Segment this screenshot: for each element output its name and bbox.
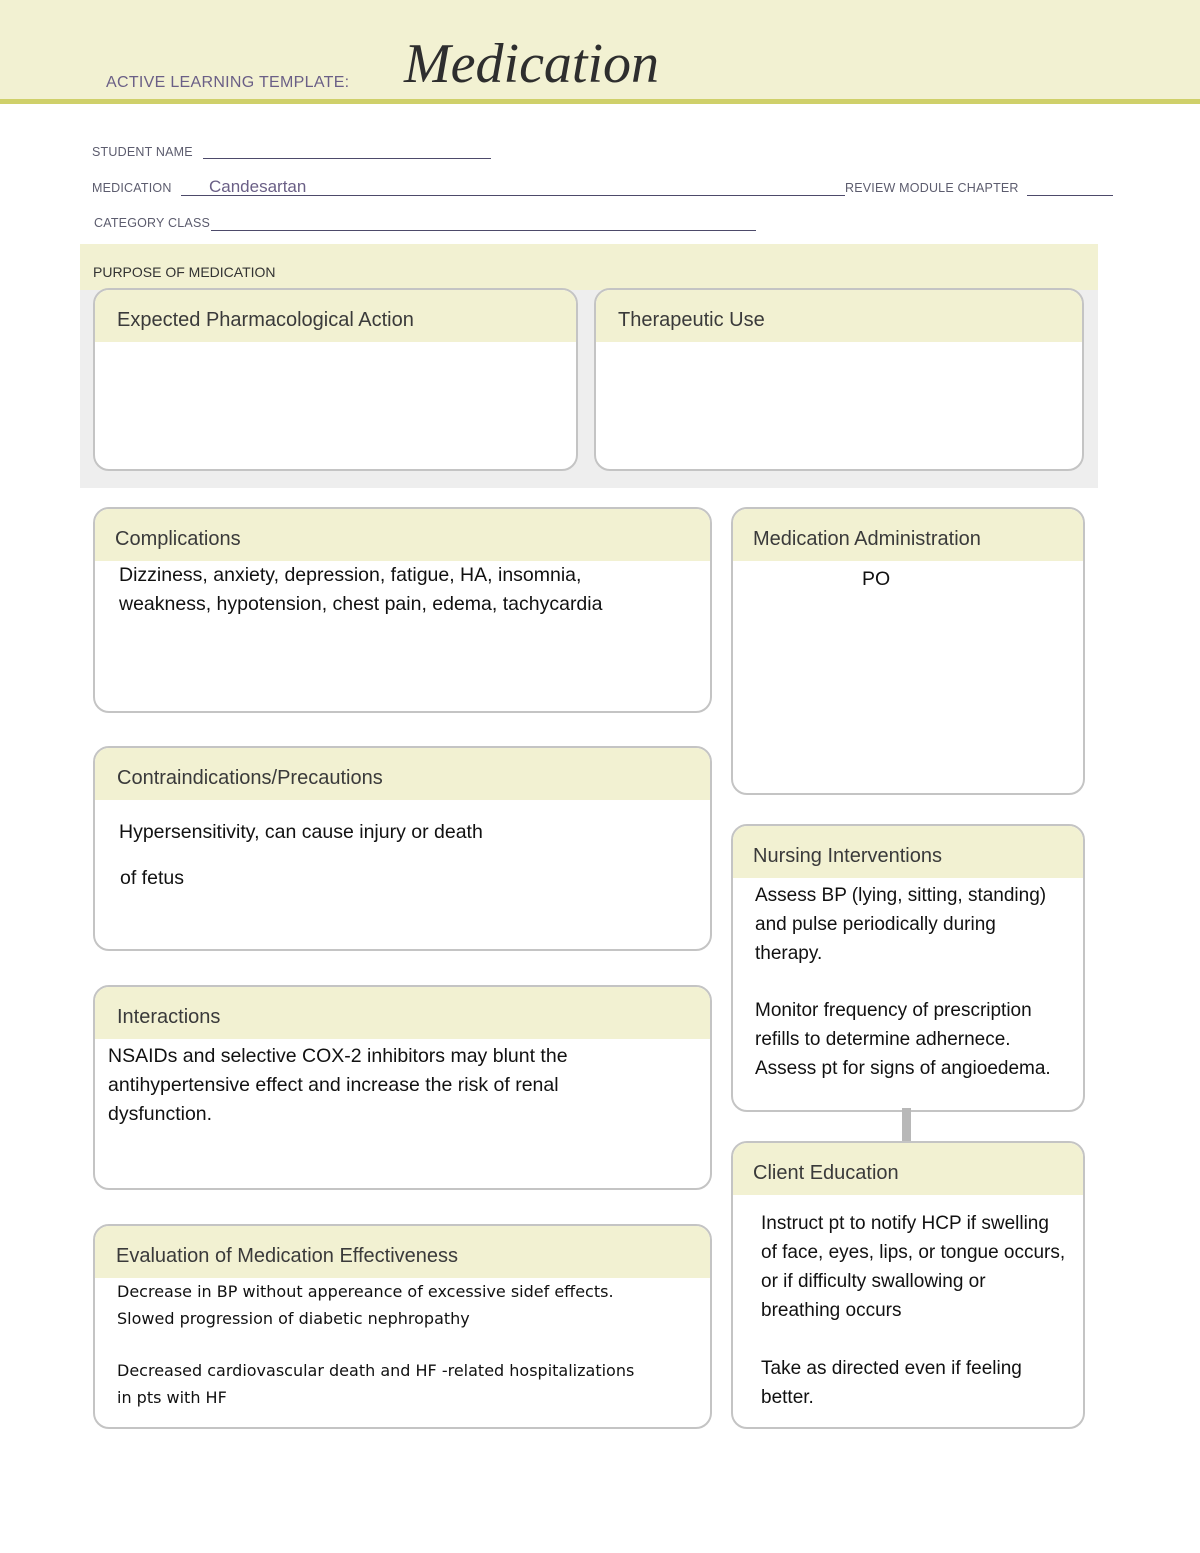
header-rule (0, 99, 1200, 104)
complications-box[interactable] (93, 507, 712, 713)
client-education-title: Client Education (753, 1162, 899, 1184)
interactions-text (108, 1042, 568, 1129)
complications-header (95, 509, 710, 561)
interactions-header (95, 987, 710, 1039)
evaluation-text (117, 1278, 634, 1411)
nursing-interventions-box[interactable] (731, 824, 1085, 1112)
med-admin-header (733, 509, 1083, 561)
complications-line: Dizziness, anxiety, depression, fatigue, HA, insomnia, (119, 564, 582, 586)
interactions-title: Interactions (117, 1006, 221, 1028)
purpose-header (80, 244, 1098, 290)
client-education-box[interactable] (731, 1141, 1085, 1429)
nursing-line: Monitor frequency of prescription (755, 1000, 1032, 1021)
client-education-line: Instruct pt to notify HCP if swelling (761, 1213, 1049, 1234)
contraindications-line-1: Hypersensitivity, can cause injury or death (119, 821, 483, 843)
contraindications-box[interactable] (93, 746, 712, 951)
evaluation-box[interactable] (93, 1224, 712, 1429)
evaluation-line: in pts with HF (117, 1388, 227, 1407)
medication-value: Candesartan (209, 177, 307, 196)
client-education-line: or if difficulty swallowing or (761, 1271, 986, 1292)
interactions-box[interactable] (93, 985, 712, 1190)
complications-line: weakness, hypotension, chest pain, edema, tachycardia (119, 593, 603, 615)
contraindications-header (95, 748, 710, 800)
client-education-line: better. (761, 1387, 814, 1408)
nursing-line: therapy. (755, 943, 823, 964)
template-label: ACTIVE LEARNING TEMPLATE: (106, 74, 350, 91)
therapeutic-use-title: Therapeutic Use (618, 309, 765, 331)
review-module-label: REVIEW MODULE CHAPTER (845, 181, 1019, 195)
med-admin-text: PO (862, 568, 891, 590)
complications-title: Complications (115, 528, 241, 550)
client-education-text (761, 1209, 1065, 1412)
purpose-label: PURPOSE OF MEDICATION (93, 264, 276, 280)
evaluation-line: Decrease in BP without appereance of excessive sidef effects. (117, 1282, 614, 1301)
evaluation-line: Decreased cardiovascular death and HF -related hospitalizations (117, 1361, 635, 1380)
therapeutic-use-header (596, 290, 1082, 342)
pharm-action-header (95, 290, 576, 342)
pharm-action-title: Expected Pharmacological Action (117, 309, 414, 331)
review-module-field[interactable] (1027, 195, 1113, 196)
evaluation-line: Slowed progression of diabetic nephropathy (117, 1309, 470, 1328)
contraindications-line-2: of fetus (120, 867, 184, 889)
student-name-label: STUDENT NAME (92, 145, 193, 159)
template-title: Medication (404, 33, 660, 95)
complications-text (119, 561, 602, 619)
client-education-line: breathing occurs (761, 1300, 902, 1321)
nursing-interventions-header (733, 826, 1083, 878)
therapeutic-use-box[interactable] (594, 288, 1084, 471)
interactions-line: dysfunction. (108, 1103, 213, 1125)
interactions-line: NSAIDs and selective COX-2 inhibitors may blunt the (108, 1045, 568, 1067)
client-education-line: of face, eyes, lips, or tongue occurs, (761, 1242, 1066, 1263)
nursing-line: Assess pt for signs of angioedema. (755, 1058, 1051, 1079)
evaluation-header (95, 1226, 710, 1278)
nursing-line: Assess BP (lying, sitting, standing) (755, 885, 1047, 906)
nursing-interventions-title: Nursing Interventions (753, 845, 942, 867)
med-admin-title: Medication Administration (753, 528, 981, 550)
contraindications-title: Contraindications/Precautions (117, 767, 383, 789)
client-education-header (733, 1143, 1083, 1195)
section-connector (902, 1108, 911, 1142)
nursing-line: and pulse periodically during (755, 914, 996, 935)
category-class-field[interactable] (211, 230, 756, 231)
interactions-line: antihypertensive effect and increase the risk of renal (108, 1074, 559, 1096)
medication-label: MEDICATION (92, 181, 172, 195)
client-education-line: Take as directed even if feeling (761, 1358, 1022, 1379)
student-name-field[interactable] (203, 158, 491, 159)
pharm-action-box[interactable] (93, 288, 578, 471)
category-class-label: CATEGORY CLASS (94, 216, 211, 230)
med-admin-box[interactable] (731, 507, 1085, 795)
evaluation-title: Evaluation of Medication Effectiveness (116, 1245, 459, 1267)
nursing-interventions-text (755, 881, 1051, 1083)
nursing-line: refills to determine adhernece. (755, 1029, 1011, 1050)
